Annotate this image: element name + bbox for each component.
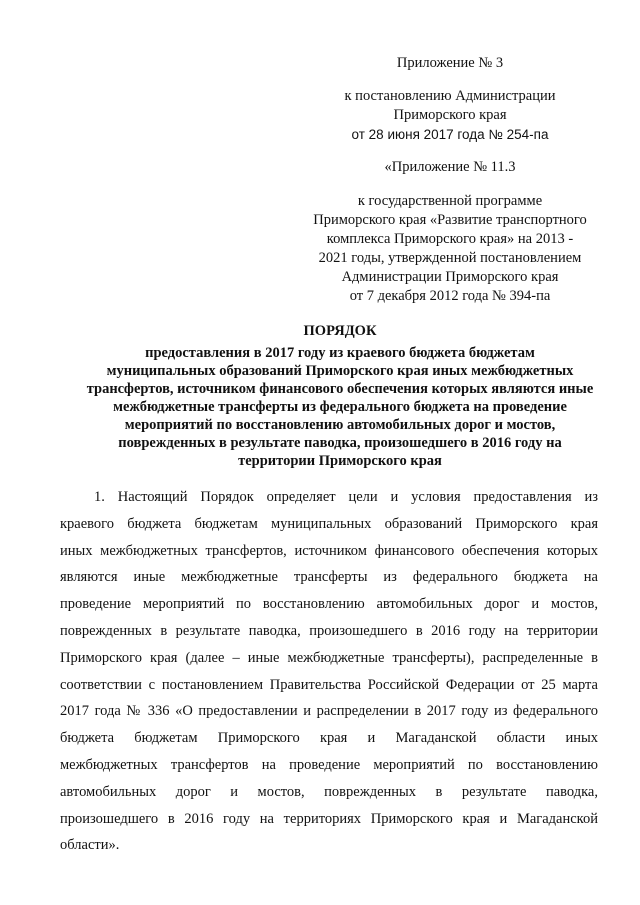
document-subtitle-line: муниципальных образований Приморского края иных межбюджетных bbox=[106, 363, 574, 379]
appendix-3-title: Приложение № 3 bbox=[396, 55, 504, 71]
appendix-3-header bbox=[290, 54, 610, 144]
document-subtitle-line: территории Приморского края bbox=[238, 453, 442, 469]
paragraph-line: проведение мероприятий по восстановлению автомобильных дорог и мостов, bbox=[60, 596, 598, 613]
paragraph-line: 1. Настоящий Порядок определяет цели и условия предоставления из bbox=[94, 489, 598, 505]
paragraph-line: области». bbox=[60, 837, 120, 854]
appendix-11-3-header bbox=[290, 158, 610, 306]
paragraph-line: поврежденных в результате паводка, произошедшего в 2016 году на территории bbox=[60, 622, 598, 639]
appendix-11-3-line: к государственной программе bbox=[357, 193, 543, 209]
paragraph-line: краевого бюджета бюджетам муниципальных образований Приморского края bbox=[60, 515, 598, 532]
paragraph-1 bbox=[60, 484, 598, 859]
appendix-11-3-line: Администрации Приморского края bbox=[341, 269, 559, 285]
paragraph-line: 2017 года № 336 «О предоставлении и распределении в 2017 году из федерального bbox=[60, 703, 598, 720]
document-subtitle-line: мероприятий по восстановлению автомобильных дорог и мостов, bbox=[124, 417, 556, 433]
appendix-3-line: Приморского края bbox=[393, 107, 507, 123]
appendix-11-3-line: от 7 декабря 2012 года № 394-па bbox=[349, 288, 551, 304]
paragraph-line: бюджета бюджетам Приморского края и Магаданской области иных bbox=[60, 730, 598, 747]
document-subtitle-line: трансфертов, источником финансового обеспечения которых являются иные bbox=[86, 381, 594, 397]
paragraph-line: являются иные межбюджетные трансферты из федерального бюджета на bbox=[60, 569, 598, 586]
paragraph-line: автомобильных дорог и мостов, поврежденных в результате паводка, bbox=[60, 783, 598, 800]
appendix-11-3-line: Приморского края «Развитие транспортного bbox=[313, 212, 587, 228]
document-subtitle-line: предоставления в 2017 году из краевого бюджета бюджетам bbox=[145, 345, 535, 361]
document-subtitle-line: межбюджетные трансферты из федерального бюджета на проведение bbox=[113, 399, 567, 415]
paragraph-line: межбюджетных трансфертов на проведение мероприятий по восстановлению bbox=[60, 756, 598, 773]
appendix-11-3-title: «Приложение № 11.3 bbox=[384, 159, 516, 175]
paragraph-line: Приморского края (далее – иные межбюджетные трансферты), распределенные в bbox=[60, 649, 598, 666]
document-title-block bbox=[60, 322, 620, 470]
paragraph-line: иных межбюджетных трансфертов, источником финансового обеспечения которых bbox=[60, 542, 598, 559]
decree-stamp: от 28 июня 2017 года № 254-па bbox=[351, 127, 549, 142]
document-subtitle-line: поврежденных в результате паводка, произошедшего в 2016 году на bbox=[118, 435, 562, 451]
appendix-11-3-line: комплекса Приморского края» на 2013 - bbox=[326, 231, 574, 247]
paragraph-line: произошедшего в 2016 году на территориях Приморского края и Магаданской bbox=[60, 810, 598, 827]
paragraph-line: соответствии с постановлением Правительства Российской Федерации от 25 марта bbox=[60, 676, 598, 693]
appendix-11-3-line: 2021 годы, утвержденной постановлением bbox=[318, 250, 582, 266]
appendix-3-line: к постановлению Администрации bbox=[344, 88, 556, 104]
document-heading: ПОРЯДОК bbox=[303, 323, 377, 339]
